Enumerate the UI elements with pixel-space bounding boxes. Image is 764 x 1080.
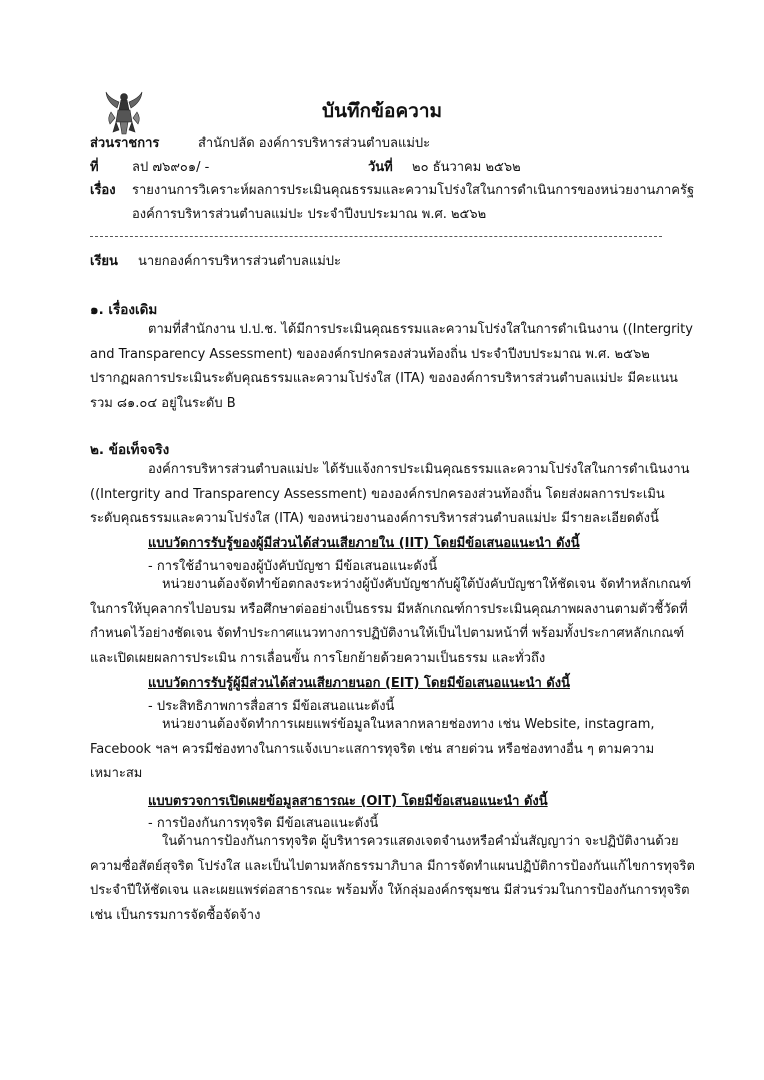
paragraph-line: ประจำปีให้ชัดเจน และเผยแพร่ต่อสาธารณะ พร้อมทั้ง ให้กลุ่มองค์กรชุมชน มีส่วนร่วมในการป้องกันการทุจริต [90,883,690,898]
oit-body [90,830,695,928]
paragraph-line: Facebook ฯลฯ ควรมีช่องทางในการแจ้งเบาะแสการทุจริต เช่น สายด่วน หรือช่องทางอื่น ๆ ตามความ [90,741,655,757]
agency-label: ส่วนราชการ [90,136,160,151]
paragraph-line: หน่วยงานต้องจัดทำการเผยแพร่ข้อมูลในหลากหลายช่องทาง เช่น Website, instagram, [162,717,655,732]
date-value: ๒๐ ธันวาคม ๒๕๖๒ [412,160,521,175]
oit-bullet: - การป้องกันการทุจริต มีข้อเสนอแนะดังนี้ [148,816,379,831]
document-title: บันทึกข้อความ [321,100,443,122]
eit-body [90,713,672,787]
agency-row [90,135,430,153]
paragraph-line: หน่วยงานต้องจัดทำข้อตกลงระหว่างผู้บังคับบัญชากับผู้ใต้บังคับบัญชาให้ชัดเจน จัดทำหลักเกณฑ์ [162,577,692,592]
reference-row [90,159,209,177]
paragraph-line: เช่น เป็นกรรมการจัดซื้อจัดจ้าง [90,907,261,923]
paragraph-line: รวม ๘๑.๐๔ อยู่ในระดับ B [90,395,236,411]
section-1-heading: ๑. เรื่องเดิม [90,302,158,318]
subject-label: เรื่อง [90,183,116,198]
paragraph-line: ตามที่สำนักงาน ป.ป.ช. ได้มีการประเมินคุณธรรมและความโปร่งใสในการดำเนินงาน ((Intergrity [148,322,693,337]
iit-bullet: - การใช้อำนาจของผู้บังคับบัญชา มีข้อเสนอแนะดังนี้ [148,559,438,574]
iit-heading: แบบวัดการรับรู้ของผู้มีส่วนได้ส่วนเสียภายใน (IIT) โดยมีข้อเสนอแนะนำ ดังนี้ [148,536,580,551]
paragraph-line: เหมาะสม [90,766,143,781]
agency-value: สำนักปลัด องค์การบริหารส่วนตำบลแม่ปะ [198,136,431,151]
subject-row [90,182,694,200]
paragraph-line: องค์การบริหารส่วนตำบลแม่ปะ ได้รับแจ้งการประเมินคุณธรรมและความโปร่งใสในการดำเนินงาน [148,462,690,477]
reference-value: ลป ๗๖๙๐๑/ - [132,160,210,175]
paragraph-line: กำหนดไว้อย่างชัดเจน จัดทำประกาศแนวทางการปฏิบัติงานให้เป็นไปตามหน้าที่ พร้อมทั้งประกาศหลักเกณฑ์ [90,626,685,641]
eit-bullet: - ประสิทธิภาพการสื่อสาร มีข้อเสนอแนะดังนี้ [148,699,395,714]
subject-line-2: องค์การบริหารส่วนตำบลแม่ปะ ประจำปีงบประมาณ พ.ศ. ๒๕๖๒ [132,207,487,222]
date-label: วันที่ [368,160,393,175]
to-value: นายกองค์การบริหารส่วนตำบลแม่ปะ [138,254,342,269]
paragraph-line: ปรากฏผลการประเมินระดับคุณธรรมและความโปร่งใส (ITA) ขององค์การบริหารส่วนตำบลแม่ปะ มีคะแนน [90,371,678,386]
oit-heading: แบบตรวจการเปิดเผยข้อมูลสาธารณะ (OIT) โดยมีข้อเสนอแนะนำ ดังนี้ [148,794,548,809]
reference-label: ที่ [90,160,99,175]
date-row [368,159,521,177]
to-row [90,253,341,271]
paragraph-line: ((Intergrity and Transparency Assessment) ขององค์กรปกครองส่วนท้องถิ่น โดยส่งผลการประเมิน [90,486,665,502]
paragraph-line: ในด้านการป้องกันการทุจริต ผู้บริหารควรแสดงเจตจำนงหรือคำมั่นสัญญาว่า จะปฏิบัติงานด้วย [162,834,679,849]
separator-line [90,236,662,237]
iit-body [90,573,692,671]
section-1-body [90,318,693,416]
paragraph-line: ระดับคุณธรรมและความโปร่งใส (ITA) ของหน่วยงานองค์การบริหารส่วนตำบลแม่ปะ มีรายละเอียดดังนี้ [90,511,659,526]
paragraph-line: ในการให้บุคลากรไปอบรม หรือศึกษาต่ออย่างเป็นธรรม มีหลักเกณฑ์การประเมินคุณภาพผลงานตามตัวชี้วัดที่ [90,601,688,617]
paragraph-line: และเปิดเผยผลการประเมิน การเลื่อนขั้น การโยกย้ายด้วยความเป็นธรรม และทั่วถึง [90,650,546,666]
paragraph-line: and Transparency Assessment) ขององค์กรปกครองส่วนท้องถิ่น ประจำปีงบประมาณ พ.ศ. ๒๕๖๒ [90,346,650,362]
subject-line-1: รายงานการวิเคราะห์ผลการประเมินคุณธรรมและความโปร่งใสในการดำเนินการของหน่วยงานภาครัฐ [132,183,695,198]
section-2-heading: ๒. ข้อเท็จจริง [90,442,170,458]
section-2-intro [90,458,690,532]
paragraph-line: ความซื่อสัตย์สุจริต โปร่งใส และเป็นไปตามหลักธรรมาภิบาล มีการจัดทำแผนปฏิบัติการป้องกันแก้ไขการทุจริต [90,858,695,874]
to-label: เรียน [90,254,118,269]
eit-heading: แบบวัดการรับรู้ผู้มีส่วนได้ส่วนเสียภายนอก (EIT) โดยมีข้อเสนอแนะนำ ดังนี้ [148,676,570,691]
